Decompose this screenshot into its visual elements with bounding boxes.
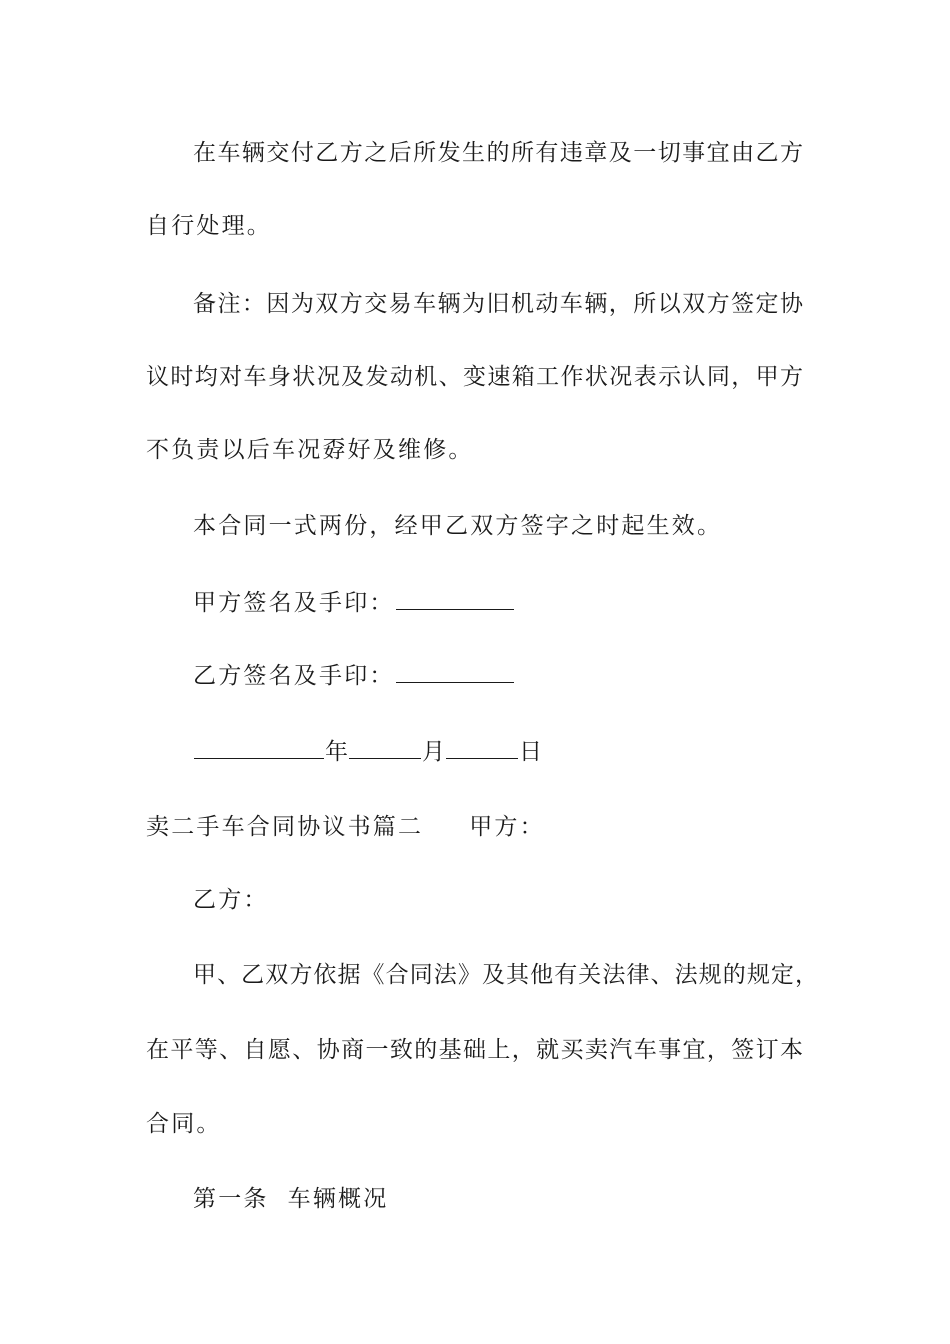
section-title: 卖二手车合同协议书篇二 [146,814,424,840]
date-line [193,736,853,767]
paragraph-violations-line-2: 自行处理。 [146,213,272,239]
signature-party-a [193,587,853,618]
date-year-blank [194,736,324,759]
paragraph-basis-line-2: 在平等、自愿、协商一致的基础上，就买卖汽车事宜，签订本 [146,1037,803,1063]
paragraph-remark-line-3: 不负责以后车况孬好及维修。 [146,437,474,463]
signature-party-b [193,660,853,691]
party-b-label: 乙方： [193,887,269,913]
paragraph-remark-line-2: 议时均对车身状况及发动机、变速箱工作状况表示认同，甲方 [146,364,803,390]
party-a-label: 甲方： [469,814,545,840]
signature-party-b-label: 乙方签名及手印： [193,663,395,689]
paragraph-remark-line-1: 备注：因为双方交易车辆为旧机动车辆，所以双方签定协 [193,291,803,317]
date-day-blank [446,736,518,759]
date-month-label: 月 [422,739,445,765]
paragraph-violations-line-1: 在车辆交付乙方之后所发生的所有违章及一切事宜由乙方 [193,140,803,166]
date-month-blank [349,736,421,759]
section-heading [146,812,806,842]
paragraph-effective: 本合同一式两份，经甲乙双方签字之时起生效。 [193,513,723,539]
paragraph-basis-line-1: 甲、乙双方依据《合同法》及其他有关法律、法规的规定， [193,962,818,988]
paragraph-basis-line-3: 合同。 [146,1111,222,1137]
date-day-label: 日 [519,739,542,765]
date-year-label: 年 [325,739,348,765]
signature-party-a-label: 甲方签名及手印： [193,590,395,616]
article-1-heading: 第一条 车辆概况 [193,1186,389,1212]
signature-party-a-blank [396,587,514,610]
signature-party-b-blank [396,660,514,683]
